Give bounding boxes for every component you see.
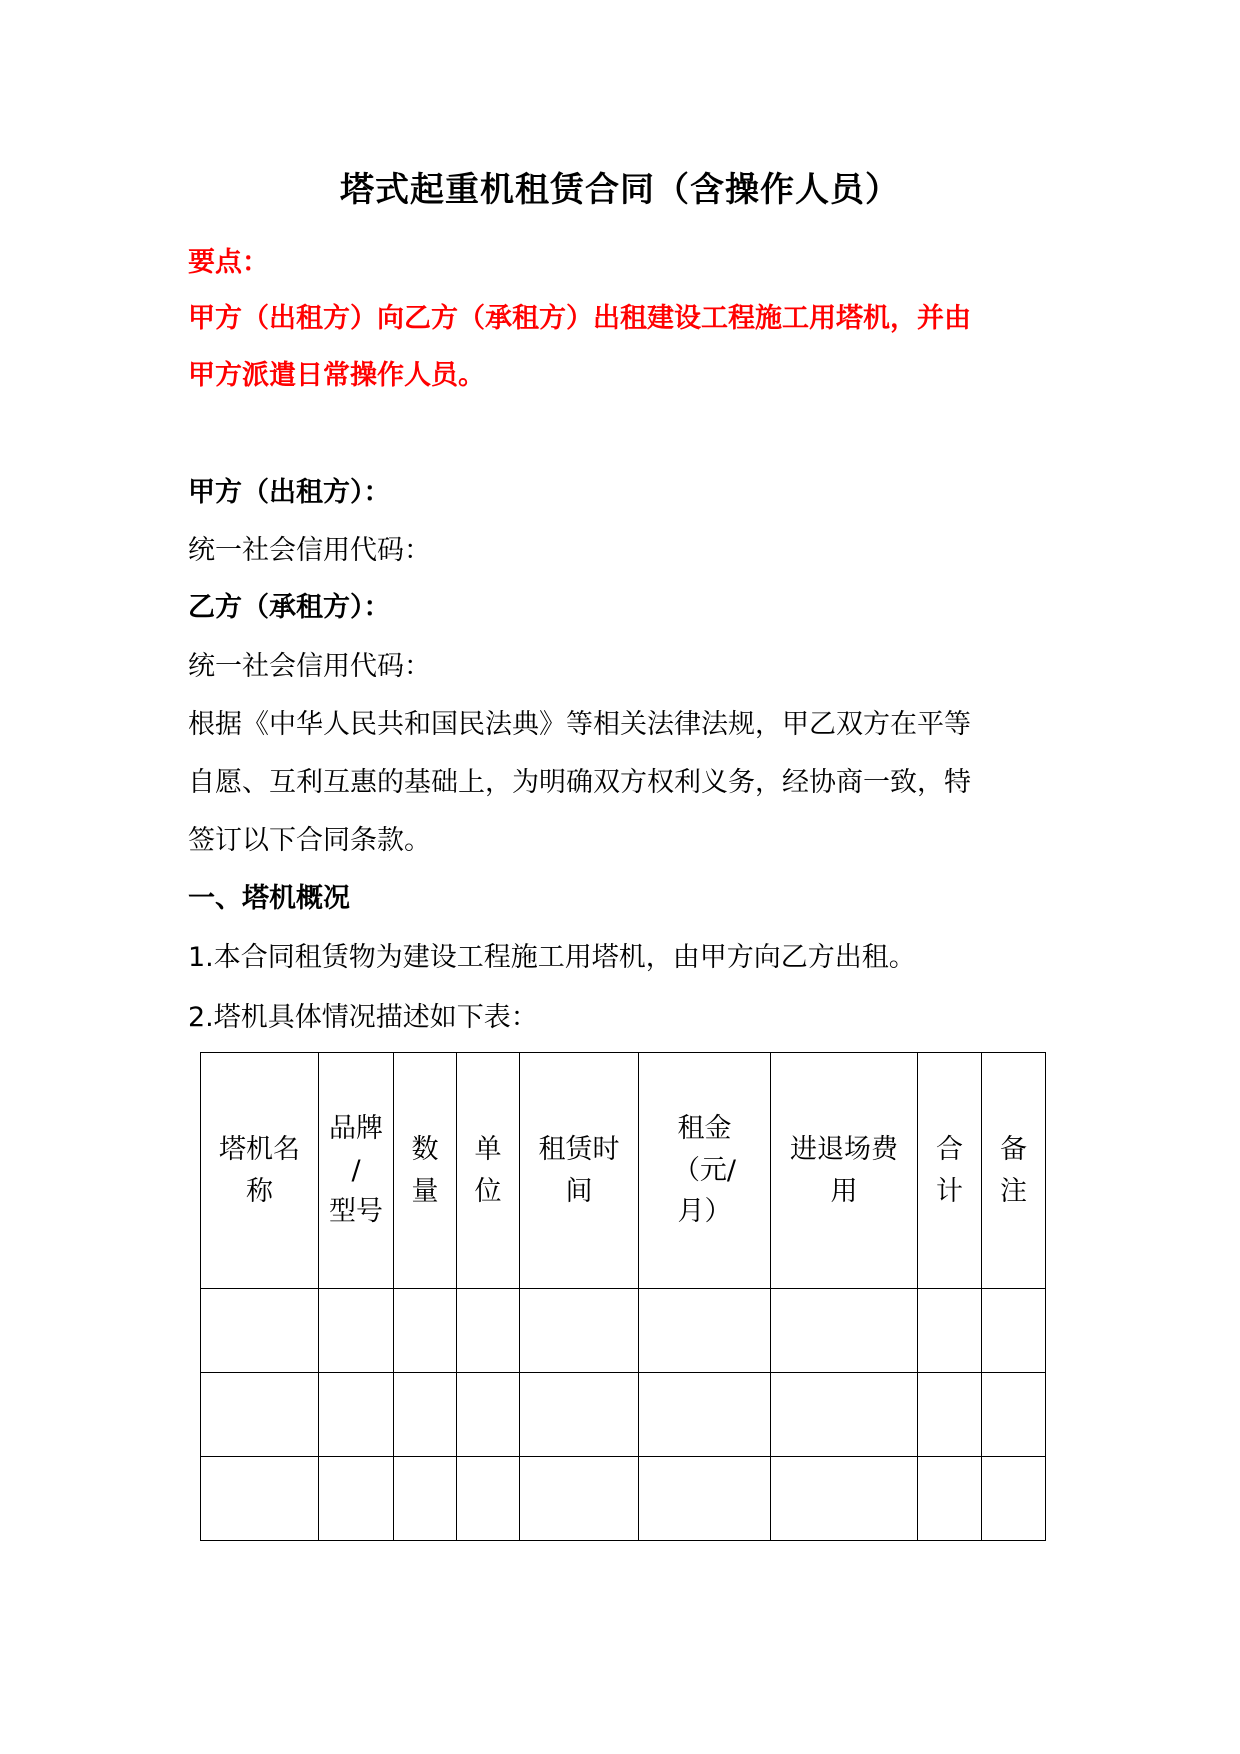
table-cell[interactable] <box>394 1457 457 1541</box>
table-cell[interactable] <box>520 1373 639 1457</box>
header-cell-brand-model: 品牌 / 型号 <box>319 1053 394 1289</box>
table-cell[interactable] <box>520 1457 639 1541</box>
table-cell[interactable] <box>394 1289 457 1373</box>
key-points-label: 要点： <box>188 247 269 278</box>
table-cell[interactable] <box>457 1373 520 1457</box>
table-header-row <box>201 1053 1046 1289</box>
table-cell[interactable] <box>319 1457 394 1541</box>
table-cell[interactable] <box>982 1289 1046 1373</box>
preamble-line-1: 根据《中华人民共和国民法典》等相关法律法规，甲乙双方在平等 <box>188 709 971 740</box>
party-b-credit-code: 统一社会信用代码： <box>188 651 431 682</box>
table-cell[interactable] <box>771 1457 918 1541</box>
header-cell-lease-period: 租赁时 间 <box>520 1053 639 1289</box>
preamble-line-2: 自愿、互利互惠的基础上，为明确双方权利义务，经协商一致，特 <box>188 767 971 798</box>
clause-1: 1.本合同租赁物为建设工程施工用塔机，由甲方向乙方出租。 <box>188 942 916 973</box>
clause-2: 2.塔机具体情况描述如下表： <box>188 1002 538 1033</box>
table-cell[interactable] <box>639 1457 771 1541</box>
table-cell[interactable] <box>982 1457 1046 1541</box>
section-1-heading: 一、塔机概况 <box>188 883 350 914</box>
table-cell[interactable] <box>639 1373 771 1457</box>
party-a-label: 甲方（出租方）： <box>188 477 391 508</box>
table-cell[interactable] <box>982 1373 1046 1457</box>
header-cell-unit: 单 位 <box>457 1053 520 1289</box>
table-row <box>201 1373 1046 1457</box>
header-cell-remarks: 备 注 <box>982 1053 1046 1289</box>
table-cell[interactable] <box>457 1457 520 1541</box>
preamble-line-3: 签订以下合同条款。 <box>188 825 431 856</box>
table-row <box>201 1457 1046 1541</box>
header-cell-quantity: 数 量 <box>394 1053 457 1289</box>
document-title: 塔式起重机租赁合同（含操作人员） <box>340 170 900 210</box>
key-points-line-1: 甲方（出租方）向乙方（承租方）出租建设工程施工用塔机，并由 <box>188 303 971 334</box>
table-cell[interactable] <box>201 1457 319 1541</box>
table-cell[interactable] <box>520 1289 639 1373</box>
table-cell[interactable] <box>201 1373 319 1457</box>
table-row <box>201 1289 1046 1373</box>
tower-crane-spec-table <box>200 1052 1046 1541</box>
table-cell[interactable] <box>918 1373 982 1457</box>
table-cell[interactable] <box>918 1289 982 1373</box>
header-cell-crane-name: 塔机名 称 <box>201 1053 319 1289</box>
table-cell[interactable] <box>394 1373 457 1457</box>
table-cell[interactable] <box>319 1289 394 1373</box>
table-cell[interactable] <box>201 1289 319 1373</box>
table-cell[interactable] <box>771 1373 918 1457</box>
table-cell[interactable] <box>319 1373 394 1457</box>
header-cell-total: 合 计 <box>918 1053 982 1289</box>
party-a-credit-code: 统一社会信用代码： <box>188 535 431 566</box>
table-cell[interactable] <box>771 1289 918 1373</box>
header-cell-entry-exit-fee: 进退场费 用 <box>771 1053 918 1289</box>
header-cell-rent: 租金 （元/ 月） <box>639 1053 771 1289</box>
party-b-label: 乙方（承租方）： <box>188 592 391 623</box>
table-cell[interactable] <box>918 1457 982 1541</box>
key-points-line-2: 甲方派遣日常操作人员。 <box>188 360 485 391</box>
table-cell[interactable] <box>457 1289 520 1373</box>
table-cell[interactable] <box>639 1289 771 1373</box>
